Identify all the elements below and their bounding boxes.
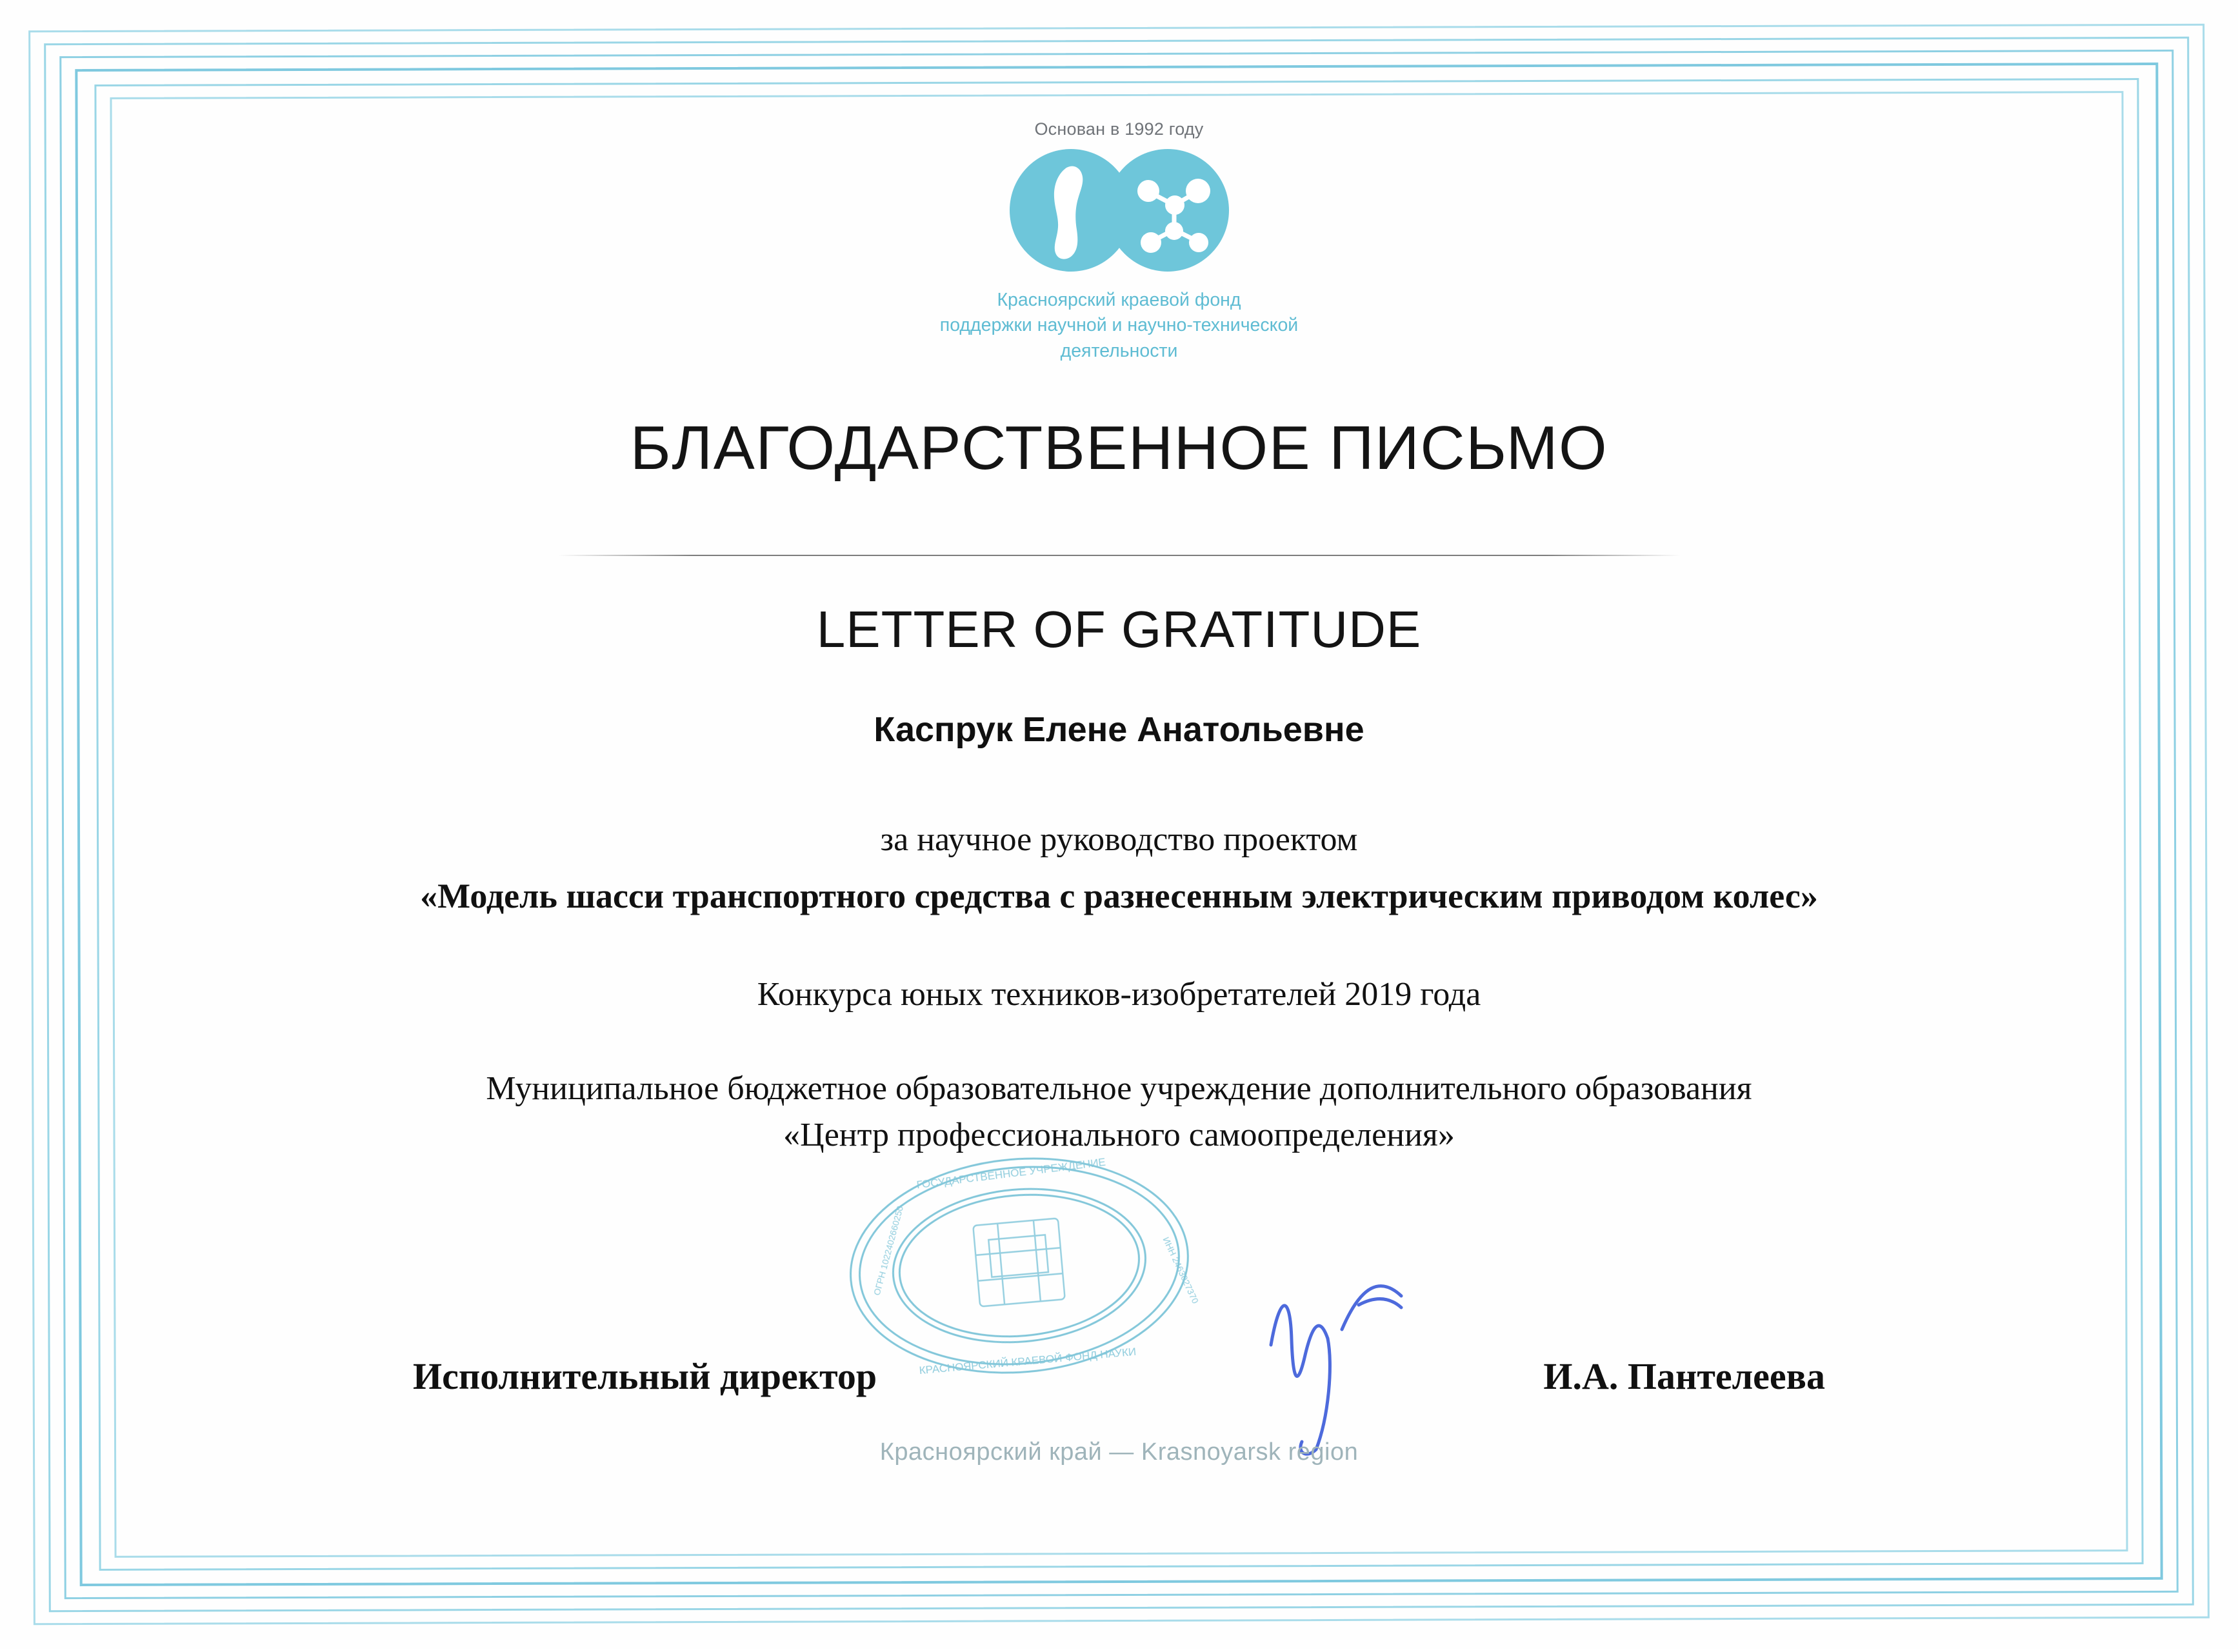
- signer-name: И.А. Пантелеева: [1543, 1355, 1825, 1397]
- fund-name-caption: [0, 288, 2238, 364]
- fund-logo-block: [0, 119, 2238, 364]
- recipient-name: Каспрук Елене Анатольевне: [874, 710, 1364, 749]
- project-title: «Модель шасси транспортного средства с разнесенным электрическим приводом колес»: [420, 877, 1818, 915]
- svg-text:ОГРН 1022402660250: ОГРН 1022402660250: [871, 1204, 906, 1297]
- fund-name-line-1: Красноярский краевой фонд: [997, 290, 1241, 310]
- organization-line-2: «Центр профессионального самоопределения»: [783, 1116, 1455, 1153]
- official-stamp: [830, 1139, 1209, 1392]
- fund-logo-icon: [981, 146, 1258, 281]
- title-divider: [558, 555, 1681, 556]
- organization-line-1: Муниципальное бюджетное образовательное учреждение дополнительного образования: [486, 1070, 1752, 1107]
- fund-name-line-2: поддержки научной и научно-технической: [939, 315, 1299, 336]
- fund-name-line-3: деятельности: [1060, 340, 1178, 361]
- svg-text:ГОСУДАРСТВЕННОЕ УЧРЕЖДЕНИЕ: ГОСУДАРСТВЕННОЕ УЧРЕЖДЕНИЕ: [915, 1155, 1106, 1191]
- region-footer: Красноярский край — Krasnoyarsk region: [879, 1438, 1359, 1466]
- handwritten-signature: [1252, 1268, 1419, 1461]
- organization-block: [248, 1066, 1990, 1159]
- svg-text:ИНН 2463027370: ИНН 2463027370: [1161, 1235, 1201, 1306]
- title-english: LETTER OF GRATITUDE: [816, 601, 1422, 658]
- contest-name: Конкурса юных техников-изобретателей 2019 года: [757, 976, 1481, 1013]
- logo-founded-text: Основан в 1992 году: [1034, 119, 1204, 139]
- title-russian: БЛАГОДАРСТВЕННОЕ ПИСЬМО: [630, 413, 1608, 483]
- signer-position: Исполнительный директор: [413, 1355, 877, 1397]
- award-reason: за научное руководство проектом: [880, 821, 1358, 858]
- svg-text:КРАСНОЯРСКИЙ КРАЕВОЙ ФОНД НАУК: КРАСНОЯРСКИЙ КРАЕВОЙ ФОНД НАУКИ: [919, 1345, 1137, 1377]
